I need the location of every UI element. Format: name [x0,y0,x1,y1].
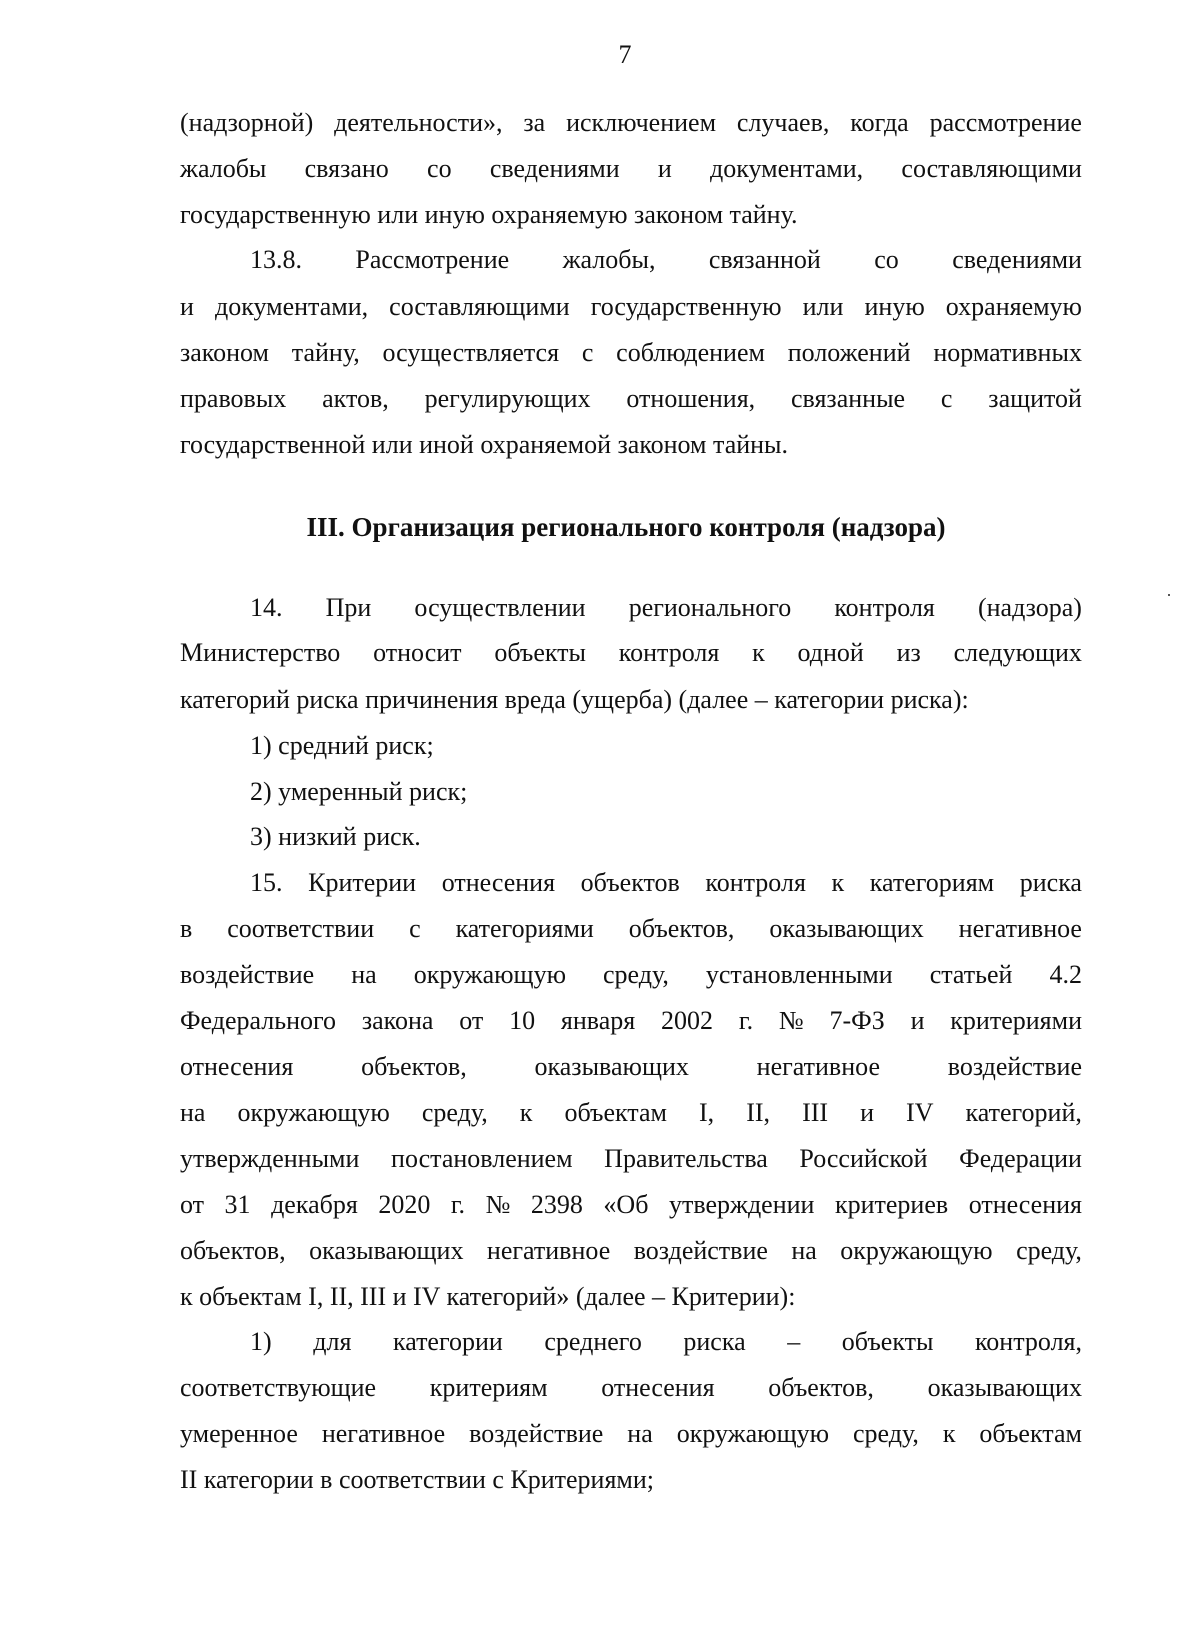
word: 1) [250,1327,272,1356]
word: оказывающих [309,1236,464,1265]
word: объекты [494,638,586,667]
word: объектов, [180,1236,286,1265]
word: закона [361,1006,434,1035]
word: 15. [250,868,283,897]
word: окружающую [840,1236,993,1265]
paragraph-line [180,290,1082,324]
word: объектов, [768,1373,874,1402]
word: риска [1019,868,1082,897]
word: г. [738,1006,754,1035]
word: к [942,1419,956,1448]
page-number: 7 [618,40,632,69]
word: критериями [950,1006,1082,1035]
word: исключением [566,108,717,137]
word: документами, [710,154,864,183]
word: оказывающих [534,1052,689,1081]
word: риска [683,1327,746,1356]
word: охраняемую [945,292,1082,321]
word: Правительства [604,1144,768,1173]
paragraph-line [180,1050,1082,1084]
paragraph-line [180,1417,1082,1451]
word: умеренное [180,1419,298,1448]
paragraph-line: государственную или иную охраняемую законом тайну. [180,200,798,229]
word: критериям [429,1373,548,1402]
word: рассмотрение [929,108,1082,137]
word: оказывающих [769,914,924,943]
word: за [523,108,546,137]
word: постановлением [391,1144,573,1173]
word: объекты [841,1327,934,1356]
word: соблюдением [616,338,765,367]
word: с [940,384,953,413]
word: положений [787,338,911,367]
word: осуществляется [382,338,560,367]
paragraph-line [250,591,1082,625]
word: среду, [852,1419,919,1448]
word: связанной [708,245,821,274]
paragraph-line [180,1096,1082,1130]
word: регионального [628,593,792,622]
word: отнесения [968,1190,1082,1219]
word: и [860,1098,874,1127]
paragraph-line [180,382,1082,416]
word: отнесения [180,1052,294,1081]
word: отношения, [626,384,756,413]
word: со [427,154,452,183]
word: оказывающих [927,1373,1082,1402]
word: объектам [979,1419,1082,1448]
word: II, [746,1098,771,1127]
word: для [313,1327,352,1356]
word: актов, [322,384,389,413]
word: негативное [958,914,1082,943]
word: утвержденными [180,1144,360,1173]
word: от [180,1190,205,1219]
word: составляющими [901,154,1082,183]
word: воздействие [633,1236,768,1265]
word: регулирующих [424,384,591,413]
word: воздействие [469,1419,604,1448]
word: При [325,593,372,622]
paragraph-line [180,1142,1082,1176]
paragraph-line [250,243,1082,277]
word: на [791,1236,817,1265]
word: (надзорной) [180,108,314,137]
word: 7-ФЗ [829,1006,885,1035]
word: отнесения [441,868,556,897]
word: критериев [834,1190,949,1219]
paragraph-line [250,1325,1082,1359]
word: окружающую [676,1419,830,1448]
word: следующих [953,638,1082,667]
word: когда [850,108,909,137]
word: одной [797,638,864,667]
paragraph-line: категорий риска причинения вреда (ущерба) (далее – категории риска): [180,685,969,714]
paragraph-line [180,958,1082,992]
word: на [351,960,377,989]
word: иную [864,292,925,321]
word: правовых [180,384,287,413]
word: относит [373,638,462,667]
word: 13.8. [250,245,302,274]
word: нормативных [933,338,1082,367]
word: со [874,245,899,274]
word: 10 [509,1006,536,1035]
word: среднего [544,1327,642,1356]
word: – [787,1327,801,1356]
word: с [409,914,421,943]
word: утверждении [668,1190,815,1219]
word: связанные [791,384,906,413]
paragraph-line [180,636,1082,670]
word: отнесения [601,1373,715,1402]
word: 4.2 [1049,960,1082,989]
word: установленными [705,960,893,989]
word: контроля, [975,1327,1082,1356]
word: связано [304,154,389,183]
word: объектов, [628,914,735,943]
word: среду, [421,1098,488,1127]
word: 2020 [378,1190,431,1219]
word: окружающую [413,960,567,989]
word: с [581,338,594,367]
word: на [180,1098,206,1127]
word: к [831,868,845,897]
word: «Об [603,1190,649,1219]
word: среду, [1016,1236,1082,1265]
word: Министерство [180,638,341,667]
paragraph-line [250,866,1082,900]
word: 14. [250,593,283,622]
word: IV [906,1098,934,1127]
word: № [485,1190,511,1219]
word: I, [699,1098,715,1127]
word: тайну, [291,338,360,367]
word: Критерии [308,868,417,897]
paragraph-line: государственной или иной охраняемой законом тайны. [180,430,789,459]
word: негативное [756,1052,880,1081]
word: 2002 [661,1006,714,1035]
word: января [560,1006,636,1035]
word: сведениями [952,245,1082,274]
word: категории [392,1327,503,1356]
word: III [802,1098,829,1127]
word: объектам [564,1098,667,1127]
word: воздействие [180,960,315,989]
word: (надзора) [977,593,1082,622]
paragraph-line: II категории в соответствии с Критериями; [180,1465,655,1494]
word: объектов [580,868,680,897]
risk-list-item: 1) средний риск; [250,731,434,760]
word: Рассмотрение [355,245,510,274]
word: жалобы [180,154,267,183]
word: 31 [224,1190,251,1219]
paragraph-line [180,912,1082,946]
word: сведениями [489,154,620,183]
paragraph-line [180,1234,1082,1268]
word: и [180,292,194,321]
paragraph-line [180,152,1082,186]
paragraph-line [180,1371,1082,1405]
word: декабря [271,1190,358,1219]
word: статьей [929,960,1013,989]
word: законом [180,338,269,367]
word: категориям [869,868,995,897]
word: к [752,638,765,667]
word: в [180,914,193,943]
paragraph-line [180,1004,1082,1038]
word: жалобы, [562,245,656,274]
word: и [657,154,672,183]
word: защитой [988,384,1082,413]
section-heading: III. Организация регионального контроля (надзора) [306,512,946,542]
word: от [459,1006,484,1035]
word: окружающую [237,1098,390,1127]
word: из [896,638,921,667]
word: г. [450,1190,466,1219]
word: контроля [705,868,806,897]
word: составляющими [389,292,570,321]
word: государственную [590,292,782,321]
word: среду, [603,960,669,989]
word: негативное [486,1236,611,1265]
paragraph-line [180,106,1082,140]
word: воздействие [947,1052,1082,1081]
word: осуществлении [414,593,586,622]
word: соответствии [227,914,375,943]
risk-list-item: 2) умеренный риск; [250,777,468,806]
word: категорий, [965,1098,1082,1127]
word: контроля [618,638,720,667]
word: Российской [799,1144,928,1173]
word: документами, [214,292,369,321]
scan-speck [1168,594,1170,596]
risk-list-item: 3) низкий риск. [250,822,421,851]
word: случаев, [736,108,830,137]
word: негативное [321,1419,446,1448]
word: 2398 [530,1190,583,1219]
word: к [519,1098,533,1127]
paragraph-line [180,336,1082,370]
word: объектов, [361,1052,467,1081]
word: № [778,1006,804,1035]
word: или [802,292,844,321]
word: на [627,1419,653,1448]
word: и [910,1006,925,1035]
word: Федерации [959,1144,1082,1173]
paragraph-line: к объектам I, II, III и IV категорий» (далее – Критерии): [180,1282,796,1311]
word: деятельности», [334,108,503,137]
word: категориями [455,914,594,943]
word: контроля [834,593,935,622]
word: соответствующие [180,1373,377,1402]
paragraph-line [180,1188,1082,1222]
word: Федерального [180,1006,337,1035]
